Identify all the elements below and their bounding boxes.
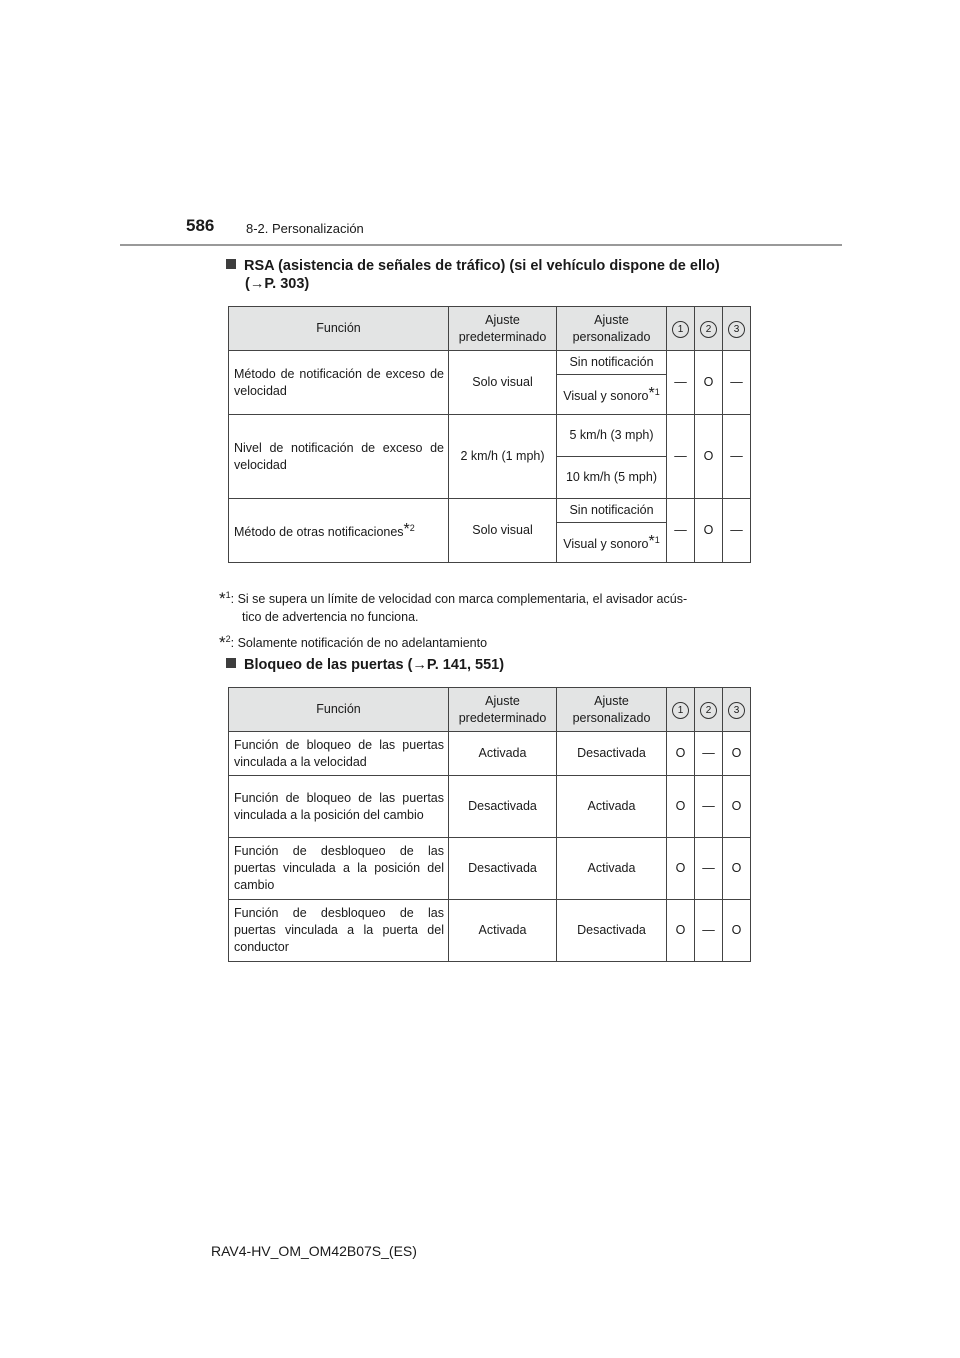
table-cell-mark: O (667, 732, 695, 776)
section-heading-door-lock (226, 655, 504, 675)
column-header: Ajuste predeterminado (449, 688, 557, 732)
table-cell-mark: O (723, 776, 751, 838)
table-row (229, 351, 751, 375)
circled-number-3: 3 (728, 702, 745, 719)
table-cell-option (557, 523, 667, 563)
section-title: Bloqueo de las puertas (→P. 141, 551) (244, 657, 505, 673)
table-cell-mark: — (667, 415, 695, 499)
column-header: Ajuste personalizado (557, 307, 667, 351)
column-header: Ajuste personalizado (557, 688, 667, 732)
table-cell-funcion: Función de bloqueo de las puertas vinculada a la velocidad (229, 732, 449, 776)
table-cell-option: 5 km/h (3 mph) (557, 415, 667, 457)
circled-number-1: 1 (672, 321, 689, 338)
option-text: Visual y sonoro (563, 537, 649, 552)
table-header-row (229, 688, 751, 732)
section-title: RSA (asistencia de señales de tráfico) (si el vehículo dispone de ello) (244, 258, 720, 274)
rsa-settings-table (228, 306, 751, 563)
page-number: 586 (186, 216, 215, 235)
table-cell-mark: O (723, 732, 751, 776)
table-cell-option (557, 375, 667, 415)
table-cell-mark: O (695, 415, 723, 499)
table-cell-funcion: Función de desbloqueo de las puertas vinculada a la posición del cambio (229, 838, 449, 900)
column-header: Función (229, 688, 449, 732)
table-cell-custom: Desactivada (557, 900, 667, 962)
circled-number-2: 2 (700, 321, 717, 338)
table-cell-mark: — (667, 351, 695, 415)
table-cell-mark: O (667, 776, 695, 838)
table-cell-mark: — (695, 900, 723, 962)
square-bullet-icon (226, 658, 236, 668)
column-header (695, 307, 723, 351)
table-cell-funcion: Método de notificación de exceso de velocidad (229, 351, 449, 415)
document-id: RAV4-HV_OM_OM42B07S_(ES) (211, 1243, 417, 1259)
square-bullet-icon (226, 259, 236, 269)
table-cell-custom: Activada (557, 838, 667, 900)
table-cell-mark: — (723, 351, 751, 415)
footnote-asterisk: * (403, 521, 410, 539)
footnote-asterisk: * (648, 533, 655, 551)
footnote-number: 1 (225, 590, 231, 600)
footnote-number: 2 (225, 634, 231, 644)
table-cell-mark: — (695, 732, 723, 776)
footnote-2 (219, 630, 487, 652)
footnote-1 (219, 586, 749, 626)
table-cell-default: Solo visual (449, 351, 557, 415)
table-cell-default: Desactivada (449, 776, 557, 838)
column-header (695, 688, 723, 732)
table-cell-mark: O (695, 351, 723, 415)
table-cell-default: Activada (449, 732, 557, 776)
section-heading-rsa (226, 256, 720, 276)
footnote-asterisk: * (219, 633, 226, 653)
table-cell-mark: — (723, 499, 751, 563)
table-cell-mark: — (667, 499, 695, 563)
circled-number-2: 2 (700, 702, 717, 719)
circled-number-1: 1 (672, 702, 689, 719)
table-cell-custom: Desactivada (557, 732, 667, 776)
funcion-text: Método de otras notificaciones (234, 525, 404, 540)
column-header (667, 307, 695, 351)
header-divider (120, 244, 842, 246)
section-reference: 8-2. Personalización (246, 221, 364, 236)
table-row (229, 415, 751, 457)
column-header: Función (229, 307, 449, 351)
table-cell-mark: O (723, 900, 751, 962)
table-cell-option: Sin notificación (557, 351, 667, 375)
table-row (229, 732, 751, 776)
table-cell-mark: — (723, 415, 751, 499)
table-cell-option: 10 km/h (5 mph) (557, 457, 667, 499)
table-cell-default: 2 km/h (1 mph) (449, 415, 557, 499)
column-header (667, 688, 695, 732)
table-header-row (229, 307, 751, 351)
table-cell-mark: — (695, 838, 723, 900)
column-header (723, 688, 751, 732)
table-cell-mark: O (667, 838, 695, 900)
table-cell-default: Activada (449, 900, 557, 962)
section-page-ref: (→P. 303) (245, 276, 310, 292)
table-cell-mark: O (723, 838, 751, 900)
table-cell-mark: — (695, 776, 723, 838)
footnote-number: 1 (654, 386, 660, 397)
column-header: Ajuste predeterminado (449, 307, 557, 351)
table-row (229, 776, 751, 838)
table-cell-funcion: Nivel de notificación de exceso de velocidad (229, 415, 449, 499)
column-header (723, 307, 751, 351)
table-row (229, 900, 751, 962)
table-row (229, 838, 751, 900)
footnote-asterisk: * (648, 385, 655, 403)
table-cell-default: Desactivada (449, 838, 557, 900)
footnote-text-continued: tico de advertencia no funciona. (242, 610, 419, 625)
footnote-asterisk: * (219, 589, 226, 609)
footnote-number: 2 (409, 522, 415, 533)
table-cell-mark: O (695, 499, 723, 563)
table-cell-mark: O (667, 900, 695, 962)
table-cell-default: Solo visual (449, 499, 557, 563)
table-cell-custom: Activada (557, 776, 667, 838)
table-cell-funcion: Función de desbloqueo de las puertas vinculada a la puerta del conductor (229, 900, 449, 962)
footnote-number: 1 (654, 534, 660, 545)
footnote-text: : Solamente notificación de no adelantamiento (230, 636, 488, 651)
table-cell-option: Sin notificación (557, 499, 667, 523)
table-cell-funcion (229, 499, 449, 563)
circled-number-3: 3 (728, 321, 745, 338)
option-text: Visual y sonoro (563, 389, 649, 404)
footnote-text: : Si se supera un límite de velocidad con marca complementaria, el avisador acús- (230, 592, 688, 607)
door-lock-settings-table (228, 687, 751, 962)
table-row (229, 499, 751, 523)
table-cell-funcion: Función de bloqueo de las puertas vinculada a la posición del cambio (229, 776, 449, 838)
